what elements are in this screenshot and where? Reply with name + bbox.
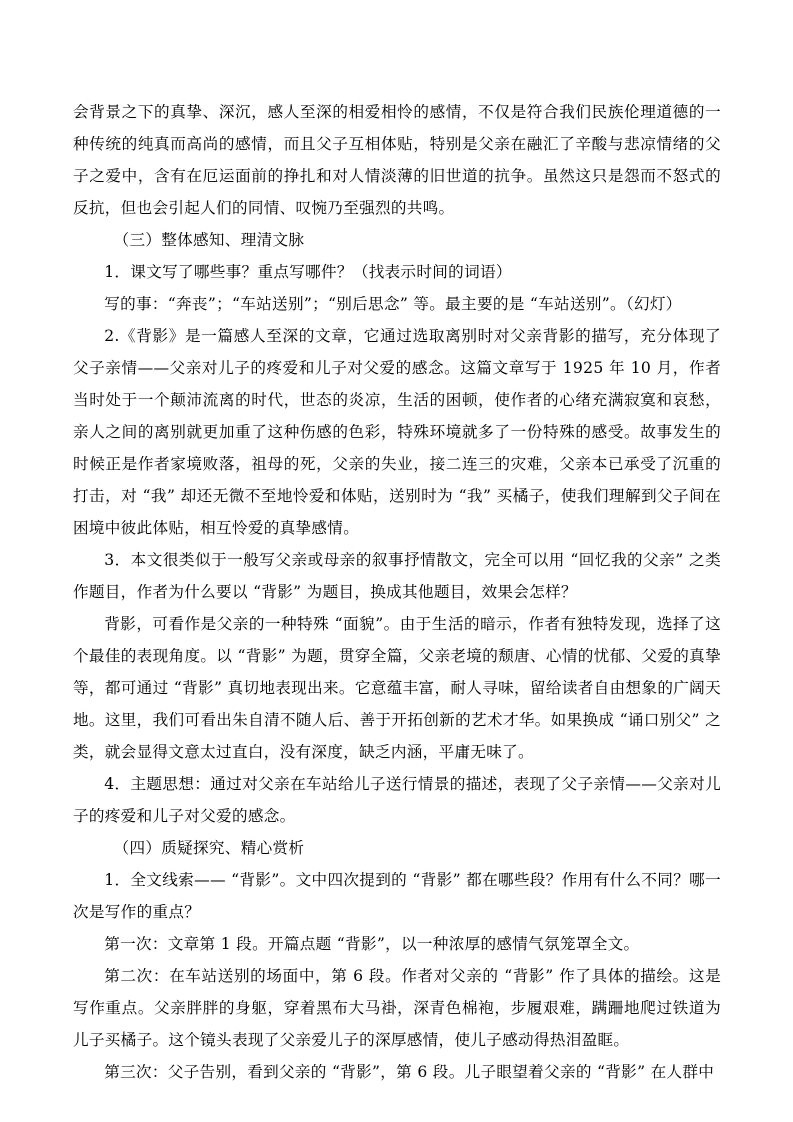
answer-3: 背影，可看作是父亲的一种特殊 “面貌”。由于生活的暗示，作者有独特发现，选择了这个最佳的表现角度。以 “背影” 为题，贯穿全篇，父亲老境的颓唐、心情的忧郁、父爱的真挚等，都可通过 “背影” 真切地表现出来。它意蕴丰富，耐人寻味，留给读者自由想象的广阔天地。这里，我们可看出朱自清不随人后、善于开拓创新的艺术才华。如果换成 “诵口别父” 之类，就会显得文意太过直白，没有深度，缺乏内涵，平庸无味了。 <box>73 615 721 761</box>
question-3: 3．本文很类似于一般写父亲或母亲的叙事抒情散文，完全可以用 “回忆我的父亲” 之类作题目，作者为什么要以 “背影” 为题目，换成其他题目，效果会怎样？ <box>73 551 721 601</box>
document-body <box>73 96 721 1088</box>
answer-third-occurrence: 第三次：父子告别，看到父亲的 “背影”，第 6 段。儿子眼望着父亲的 “背影” 在人群中 <box>104 1063 715 1081</box>
answer-1: 写的事：“奔丧”；“车站送别”；“别后思念” 等。最主要的是 “车站送别”。（幻灯） <box>104 295 682 313</box>
question-clue: 1．全文线索—— “背影”。文中四次提到的 “背影” 都在哪些段？作用有什么不同？哪一次是写作的重点？ <box>73 871 721 921</box>
answer-first-occurrence: 第一次：文章第 1 段。开篇点题 “背影”，以一种浓厚的感情气氛笼罩全文。 <box>104 935 640 953</box>
answer-second-occurrence: 第二次：在车站送别的场面中，第 6 段。作者对父亲的 “背影” 作了具体的描绘。这是写作重点。父亲胖胖的身躯，穿着黑布大马褂，深青色棉袍，步履艰难，蹒跚地爬过铁道为儿子买橘子。这个镜头表现了父亲爱儿子的深厚感情，使儿子感动得热泪盈眶。 <box>73 967 721 1049</box>
theme-paragraph: 4．主题思想：通过对父亲在车站给儿子送行情景的描述，表现了父子亲情——父亲对儿子的疼爱和儿子对父爱的感念。 <box>73 775 721 825</box>
paragraph-intro-continued: 会背景之下的真挚、深沉，感人至深的相爱相怜的感情，不仅是符合我们民族伦理道德的一种传统的纯真而高尚的感情，而且父子互相体贴，特别是父亲在融汇了辛酸与悲凉情绪的父子之爱中，含有在厄运面前的挣扎和对人情淡薄的旧世道的抗争。虽然这只是怨而不怒式的反抗，但也会引起人们的同情、叹惋乃至强烈的共鸣。 <box>73 103 721 217</box>
question-2-paragraph: 2.《背影》是一篇感人至深的文章，它通过选取离别时对父亲背影的描写，充分体现了父子亲情——父亲对儿子的疼爱和儿子对父爱的感念。这篇文章写于 1925 年 10 月，作者当时处于一个颠沛流离的时代，世态的炎凉，生活的困顿，使作者的心绪充满寂寞和哀愁，亲人之间的离别就更加重了这种伤感的色彩，特殊环境就多了一份特殊的感受。故事发生的时候正是作者家境败落，祖母的死，父亲的失业，接二连三的灾难，父亲本已承受了沉重的打击，对 “我” 却还无微不至地怜爱和体贴，送别时为 “我” 买橘子，使我们理解到父子间在困境中彼此体贴，相互怜爱的真挚感情。 <box>73 327 721 537</box>
question-1: 1．课文写了哪些事？重点写哪件？（找表示时间的词语） <box>104 263 512 281</box>
section-heading-inquiry-appreciation: （四）质疑探究、精心赏析 <box>113 839 305 857</box>
section-heading-overall-perception: （三）整体感知、理清文脉 <box>113 231 305 249</box>
